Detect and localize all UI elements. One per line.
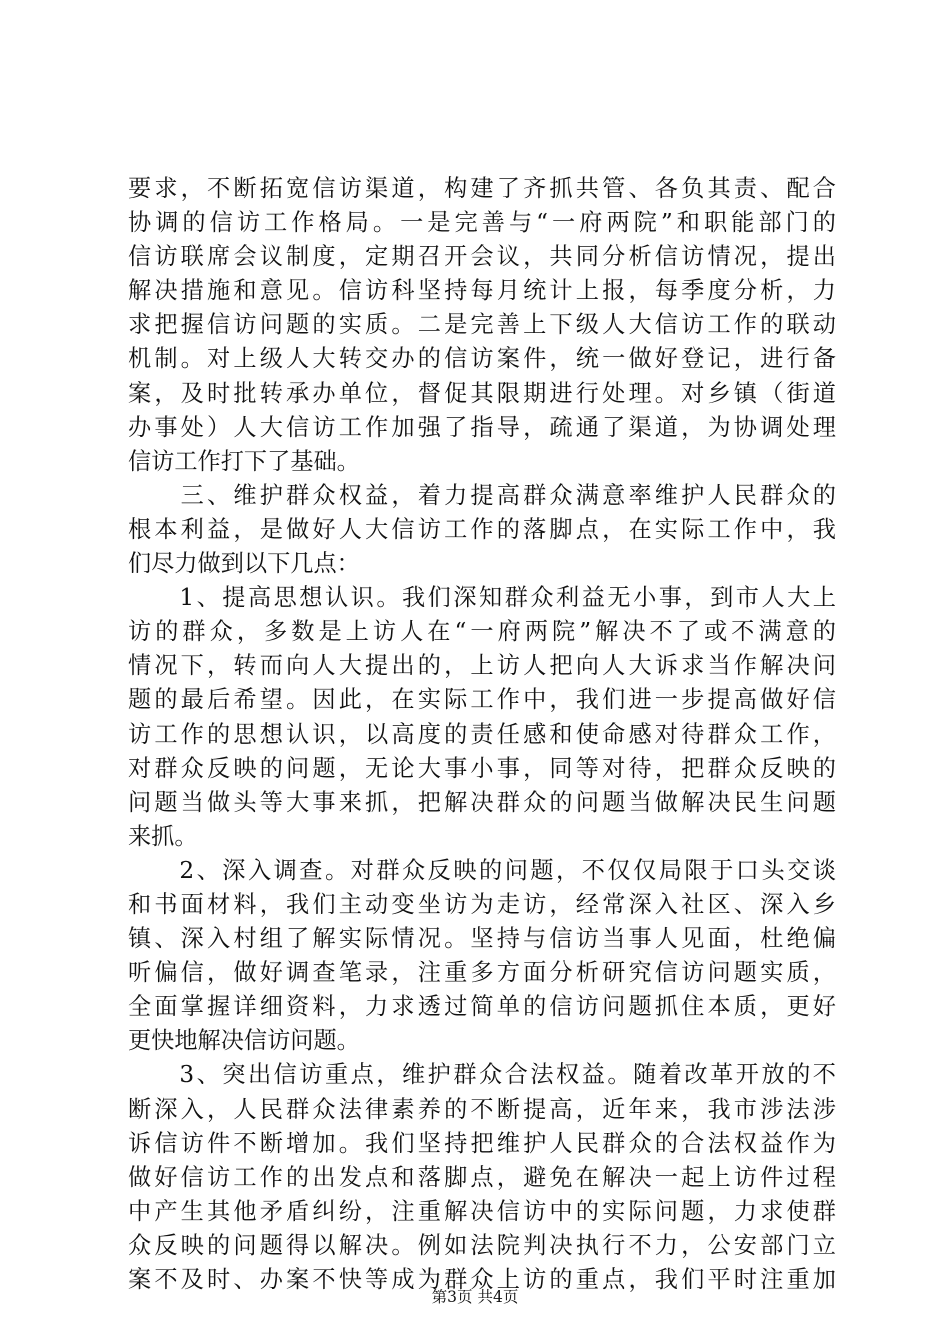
text-line: 三、维护群众权益，着力提高群众满意率维护人民群众的	[128, 481, 836, 509]
text-line: 听偏信，做好调查笔录，注重多方面分析研究信访问题实质，	[128, 959, 836, 987]
text-line: 诉信访件不断增加。我们坚持把维护人民群众的合法权益作为	[128, 1129, 836, 1157]
text-line: 来抓。	[128, 822, 198, 850]
text-line: 访工作的思想认识，以高度的责任感和使命感对待群众工作，	[128, 720, 836, 748]
document-body	[128, 172, 836, 1297]
page-footer: 第3页 共4页	[431, 1288, 519, 1306]
text-line: 情况下，转而向人大提出的，上访人把向人大诉求当作解决问	[128, 652, 836, 680]
text-line: 1、提高思想认识。我们深知群众利益无小事，到市人大上	[128, 584, 836, 612]
text-line: 和书面材料，我们主动变坐访为走访，经常深入社区、深入乡	[128, 890, 836, 918]
text-line: 解决措施和意见。信访科坚持每月统计上报，每季度分析，力	[128, 277, 836, 305]
text-line: 更快地解决信访问题。	[128, 1027, 360, 1055]
text-line: 办事处）人大信访工作加强了指导，疏通了渠道，为协调处理	[128, 413, 836, 441]
text-line: 中产生其他矛盾纠纷，注重解决信访中的实际问题，力求使群	[128, 1197, 836, 1225]
text-line: 众反映的问题得以解决。例如法院判决执行不力，公安部门立	[128, 1231, 836, 1259]
text-line: 对群众反映的问题，无论大事小事，同等对待，把群众反映的	[128, 754, 836, 782]
text-line: 要求，不断拓宽信访渠道，构建了齐抓共管、各负其责、配合	[128, 175, 836, 202]
text-line: 协调的信访工作格局。一是完善与“一府两院”和职能部门的	[128, 209, 836, 237]
text-line: 信访联席会议制度，定期召开会议，共同分析信访情况，提出	[128, 243, 836, 271]
text-line: 题的最后希望。因此，在实际工作中，我们进一步提高做好信	[128, 686, 836, 714]
text-line: 访的群众，多数是上访人在“一府两院”解决不了或不满意的	[128, 618, 836, 646]
text-line: 断深入，人民群众法律素养的不断提高，近年来，我市涉法涉	[128, 1095, 836, 1123]
text-line: 3、突出信访重点，维护群众合法权益。随着改革开放的不	[128, 1061, 836, 1089]
text-line: 信访工作打下了基础。	[128, 447, 360, 475]
text-line: 镇、深入村组了解实际情况。坚持与信访当事人见面，杜绝偏	[128, 925, 836, 953]
text-line: 们尽力做到以下几点：	[128, 550, 360, 578]
text-line: 案，及时批转承办单位，督促其限期进行处理。对乡镇（街道	[128, 379, 836, 407]
text-line: 案不及时、办案不快等成为群众上访的重点，我们平时注重加	[128, 1266, 836, 1293]
text-line: 2、深入调查。对群众反映的问题，不仅仅局限于口头交谈	[128, 856, 836, 884]
text-line: 求把握信访问题的实质。二是完善上下级人大信访工作的联动	[128, 311, 836, 339]
text-line: 问题当做头等大事来抓，把解决群众的问题当做解决民生问题	[128, 788, 836, 816]
text-line: 机制。对上级人大转交办的信访案件，统一做好登记，进行备	[128, 345, 836, 373]
text-line: 全面掌握详细资料，力求透过简单的信访问题抓住本质，更好	[128, 993, 836, 1021]
text-line: 做好信访工作的出发点和落脚点，避免在解决一起上访件过程	[128, 1163, 836, 1191]
text-line: 根本利益，是做好人大信访工作的落脚点，在实际工作中，我	[128, 515, 836, 543]
